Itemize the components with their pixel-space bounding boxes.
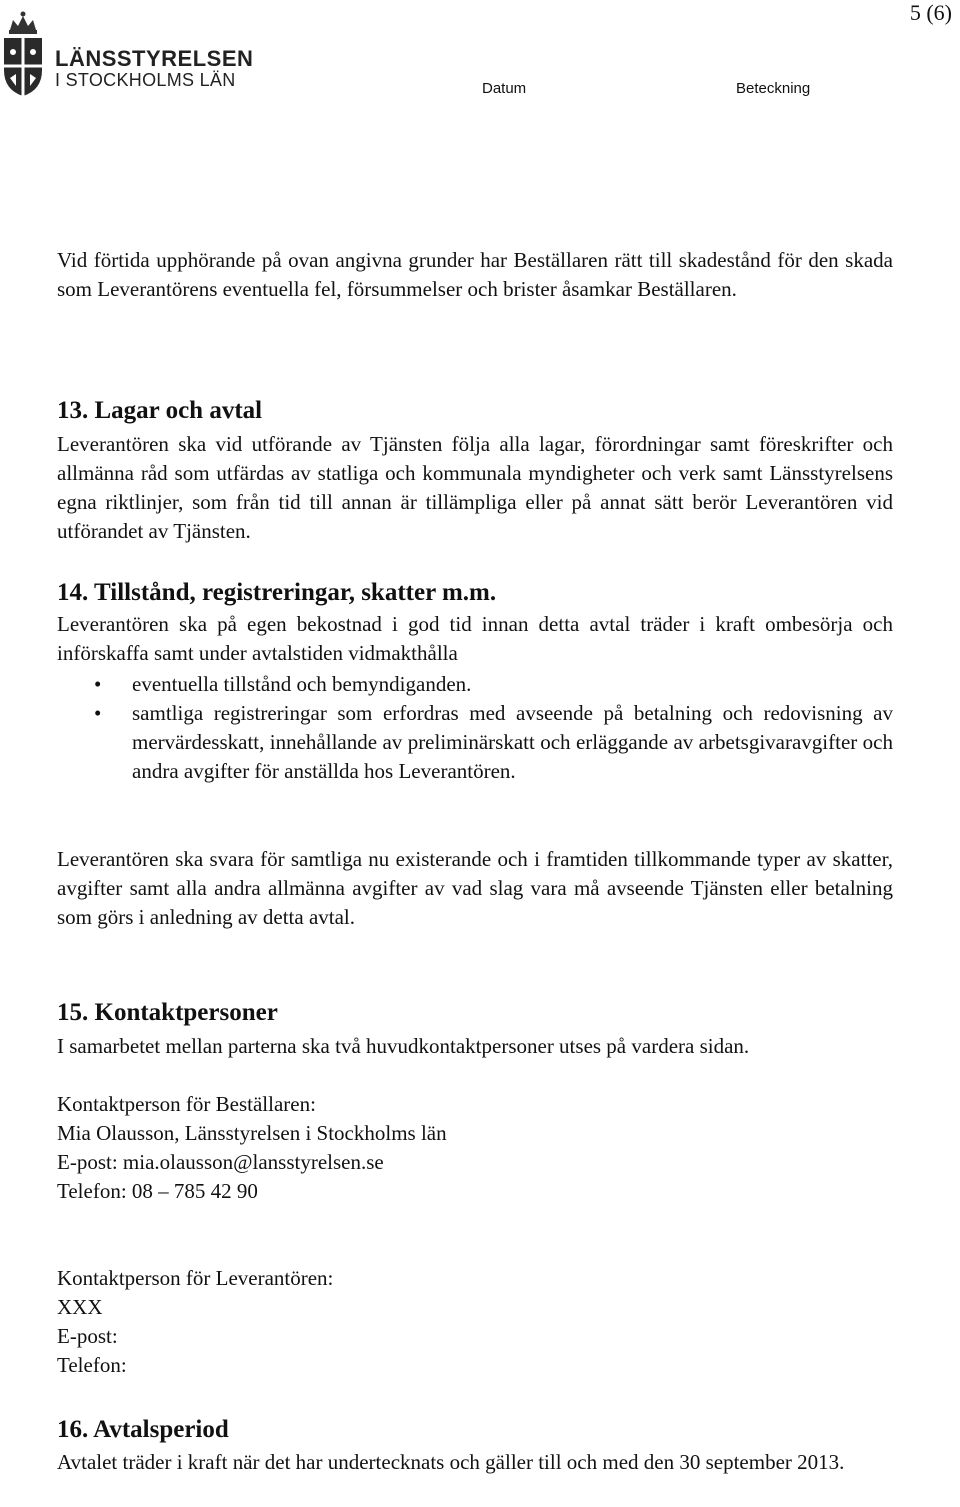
beteckning-label: Beteckning [736,80,811,97]
datum-label: Datum [482,80,527,97]
section-15-body: I samarbetet mellan parterna ska två huvudkontaktpersoner utses på vardera sidan. [57,1034,750,1058]
section-14-list [57,670,893,786]
logo-subtitle: I STOCKHOLMS LÄN [55,70,236,90]
list-item [57,699,893,786]
section-13-body: Leverantören ska vid utförande av Tjänsten följa alla lagar, förordningar samt föreskrifter och allmänna råd som utfärdas av statliga och kommunala myndigheter och verk samt Länsstyrelsens egna riktlinjer, som från tid till annan är tillämpliga eller på annat sätt berör Leverantören vid utförandet av Tjänsten. [57,432,893,543]
list-item-text: eventuella tillstånd och bemyndiganden. [132,672,472,696]
contact-bestallare-title: Kontaktperson för Beställaren: [57,1092,316,1116]
section-16-body: Avtalet träder i kraft när det har undertecknats och gäller till och med den 30 september 2013. [57,1450,845,1474]
contact-bestallare-email: E-post: mia.olausson@lansstyrelsen.se [57,1150,384,1174]
contact-leverantor-title: Kontaktperson för Leverantören: [57,1266,334,1290]
page-number: 5 (6) [909,0,952,25]
contact-leverantor-name: XXX [57,1295,103,1319]
section-16-heading: 16. Avtalsperiod [57,1416,229,1443]
section-14-heading: 14. Tillstånd, registreringar, skatter m.m. [57,579,497,606]
intro-paragraph: Vid förtida upphörande på ovan angivna grunder har Beställaren rätt till skadestånd för den skada som Leverantörens eventuella fel, försummelser och brister åsamkar Beställaren. [57,248,893,301]
lansstyrelsen-logo [0,8,254,100]
logo-title: LÄNSSTYRELSEN [55,46,254,71]
section-14-body: Leverantören ska på egen bekostnad i god tid innan detta avtal träder i kraft ombesörja och införskaffa samt under avtalstiden vidmakthålla [57,612,893,665]
contact-leverantor-phone: Telefon: [57,1353,127,1377]
contact-bestallare-phone: Telefon: 08 – 785 42 90 [57,1179,258,1203]
section-13-heading: 13. Lagar och avtal [57,397,263,424]
contact-bestallare-name: Mia Olausson, Länsstyrelsen i Stockholms län [57,1121,447,1145]
contact-leverantor [57,1264,893,1380]
section-15-heading: 15. Kontaktpersoner [57,999,278,1026]
coat-of-arms-icon [0,8,46,98]
section-14-closing: Leverantören ska svara för samtliga nu existerande och i framtiden tillkommande typer av skatter, avgifter samt alla andra allmänna avgifter av vad slag vara må avseende Tjänsten eller betalning som görs i anledning av detta avtal. [57,847,893,929]
bullet-glyph: • [94,672,102,696]
contact-bestallare [57,1090,893,1206]
list-item-text: samtliga registreringar som erfordras med avseende på betalning och redovisning av mervärdesskatt, innehållande av preliminärskatt och erläggande av arbetsgivaravgifter och andra avgifter för anställda hos Leverantören. [132,701,893,783]
list-item [57,670,893,699]
bullet-glyph: • [94,701,102,725]
contact-leverantor-email: E-post: [57,1324,118,1348]
